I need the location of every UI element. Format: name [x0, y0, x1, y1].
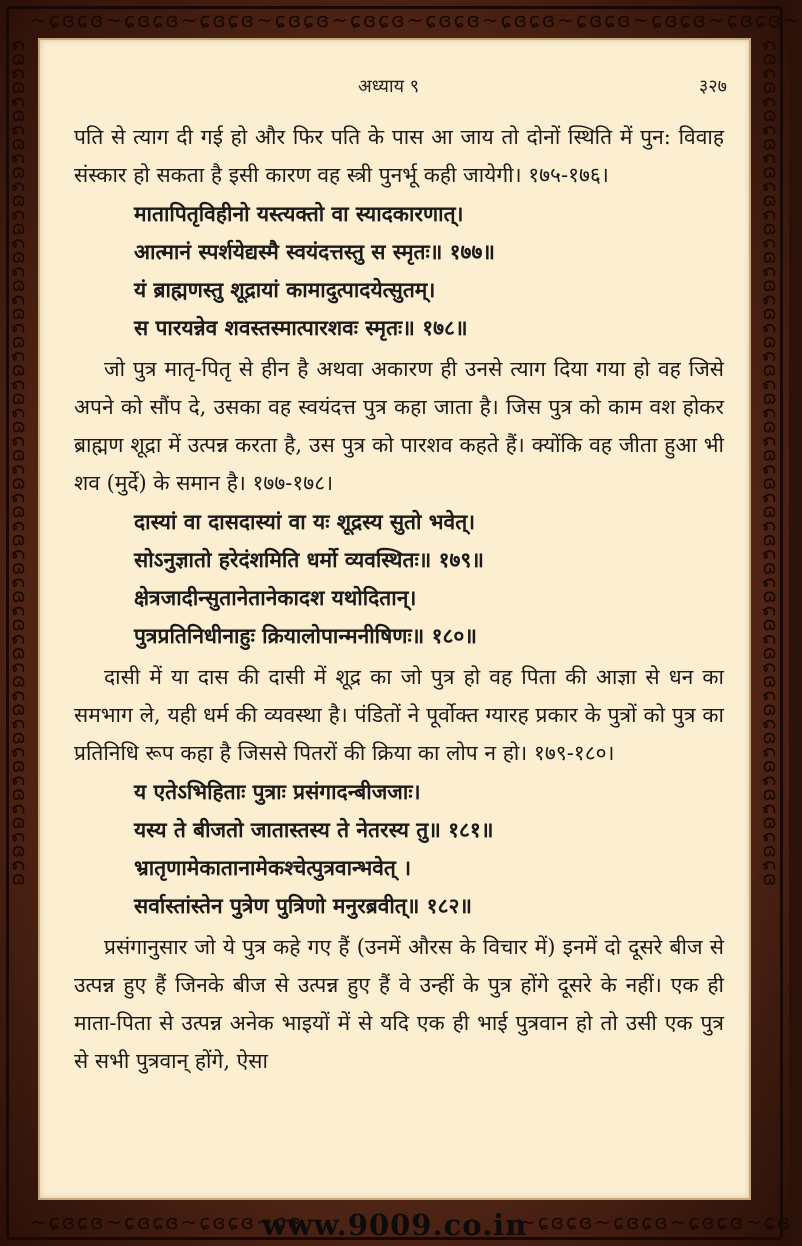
page-number: ३२७ — [698, 76, 727, 97]
top-ornament: ~ɕɞɕɞ~ɕɞɕɞ~ɕɞɕɞ~ɕɞɕɞ~ɕɞɕɞ~ɕɞɕɞ~ɕɞɕɞ~ɕɞɕɞ~ɕɞɕɞ~ɕɞɕɞ~ — [30, 8, 802, 32]
verse-line: स पारयन्नेव शवस्तस्मात्पारशवः स्मृतः॥ १७८॥ — [134, 315, 468, 340]
verse-line: क्षेत्रजादीन्सुतानेतानेकादश यथोदितान्। — [134, 585, 417, 610]
chapter-title: अध्याय ९ — [358, 76, 420, 97]
verse-line: आत्मानं स्पर्शयेद्यस्मै स्वयंदत्तस्तु स स्मृतः॥ १७७॥ — [134, 239, 495, 264]
verse-line: दास्यां वा दासदास्यां वा यः शूद्रस्य सुतो भवेत्। — [134, 509, 476, 534]
bottom-left-ornament: ~ɕɞɕɞ~ɕɞɕɞ~ɕɞɕɞ~ɕɞ — [30, 1210, 303, 1234]
right-ornament: ɕɞɕɞɕɞɕɞɕɞɕɞɕɞɕɞɕɞɕɞɕɞɕɞɕɞɕɞɕɞɕɞɕɞɕɞɕɞɕɞɕɞɕɞɕɞɕɞɕɞɕɞɕɞɕɞɕɞɕɞ — [759, 40, 783, 889]
paragraph: जो पुत्र मातृ-पितृ से हीन है अथवा अकारण ही उनसे त्याग दिया गया हो वह जिसे अपने को सौंप दे, उसका वह स्वयंदत्त पुत्र कहा जाता है। जिस पुत्र को काम वश होकर ब्राह्मण शूद्रा में उत्पन्न करता है, उस पुत्र को पारशव कहते हैं। क्योंकि वह जीता हुआ भी शव (मुर्दे) के समान है। १७७-१७८। — [74, 357, 724, 495]
verse-line: यस्य ते बीजतो जातास्तस्य ते नेतरस्य तु॥ १८१॥ — [134, 817, 494, 842]
bottom-right-ornament: ~ɕɞɕɞ~ɕɞɕɞ~ɕɞɕɞ~ɕɞ — [519, 1210, 792, 1234]
page-content — [74, 118, 724, 1082]
verse-line: भ्रातृणामेकातानामेकश्चेत्पुत्रवान्भवेत् । — [134, 855, 412, 880]
left-ornament: ɕɞɕɞɕɞɕɞɕɞɕɞɕɞɕɞɕɞɕɞɕɞɕɞɕɞɕɞɕɞɕɞɕɞɕɞɕɞɕɞɕɞɕɞɕɞɕɞɕɞɕɞɕɞɕɞɕɞɕɞ — [8, 40, 32, 889]
verse-block — [74, 196, 724, 346]
verse-line: यं ब्राह्मणस्तु शूद्रायां कामादुत्पादयेत्सुतम्। — [134, 277, 436, 302]
verse-block — [74, 504, 724, 654]
verse-line: पुत्रप्रतिनिधीनाहुः क्रियालोपान्मनीषिणः॥ १८०॥ — [134, 623, 477, 648]
page-header — [40, 74, 749, 104]
verse-line: य एतेऽभिहिताः पुत्राः प्रसंगादन्बीजजाः। — [134, 779, 421, 804]
verse-block — [74, 774, 724, 924]
paragraph: पति से त्याग दी गई हो और फिर पति के पास आ जाय तो दोनों स्थिति में पुन: विवाह संस्कार हो सकता है इसी कारण वह स्त्री पुनर्भू कही जायेगी। १७५-१७६। — [74, 125, 724, 187]
paragraph: प्रसंगानुसार जो ये पुत्र कहे गए हैं (उनमें औरस के विचार में) इनमें दो दूसरे बीज से उत्पन्न हुए हैं जिनके बीज से उत्पन्न हुए हैं वे उन्हीं के पुत्र होंगे दूसरे के नहीं। एक ही माता-पिता से उत्पन्न अनेक भाइयों में से यदि एक ही भाई पुत्रवान हो तो उसी एक पुत्र से सभी पुत्रवान् होंगे, ऐसा — [74, 935, 724, 1073]
book-page — [38, 38, 751, 1200]
website-watermark: www.9009.co.in — [261, 1208, 528, 1242]
paragraph: दासी में या दास की दासी में शूद्र का जो पुत्र हो वह पिता की आज्ञा से धन का समभाग ले, यही धर्म की व्यवस्था है। पंडितों ने पूर्वोक्त ग्यारह प्रकार के पुत्रों को पुत्र का प्रतिनिधि रूप कहा है जिससे पितरों की क्रिया का लोप न हो। १७९-१८०। — [74, 665, 724, 765]
verse-line: सोऽनुज्ञातो हरेदंशमिति धर्मो व्यवस्थितः॥ १७९॥ — [134, 547, 484, 572]
verse-line: सर्वास्तांस्तेन पुत्रेण पुत्रिणो मनुरब्रवीत्॥ १८२॥ — [134, 893, 473, 918]
verse-line: मातापितृविहीनो यस्त्यक्तो वा स्यादकारणात्। — [134, 201, 464, 226]
